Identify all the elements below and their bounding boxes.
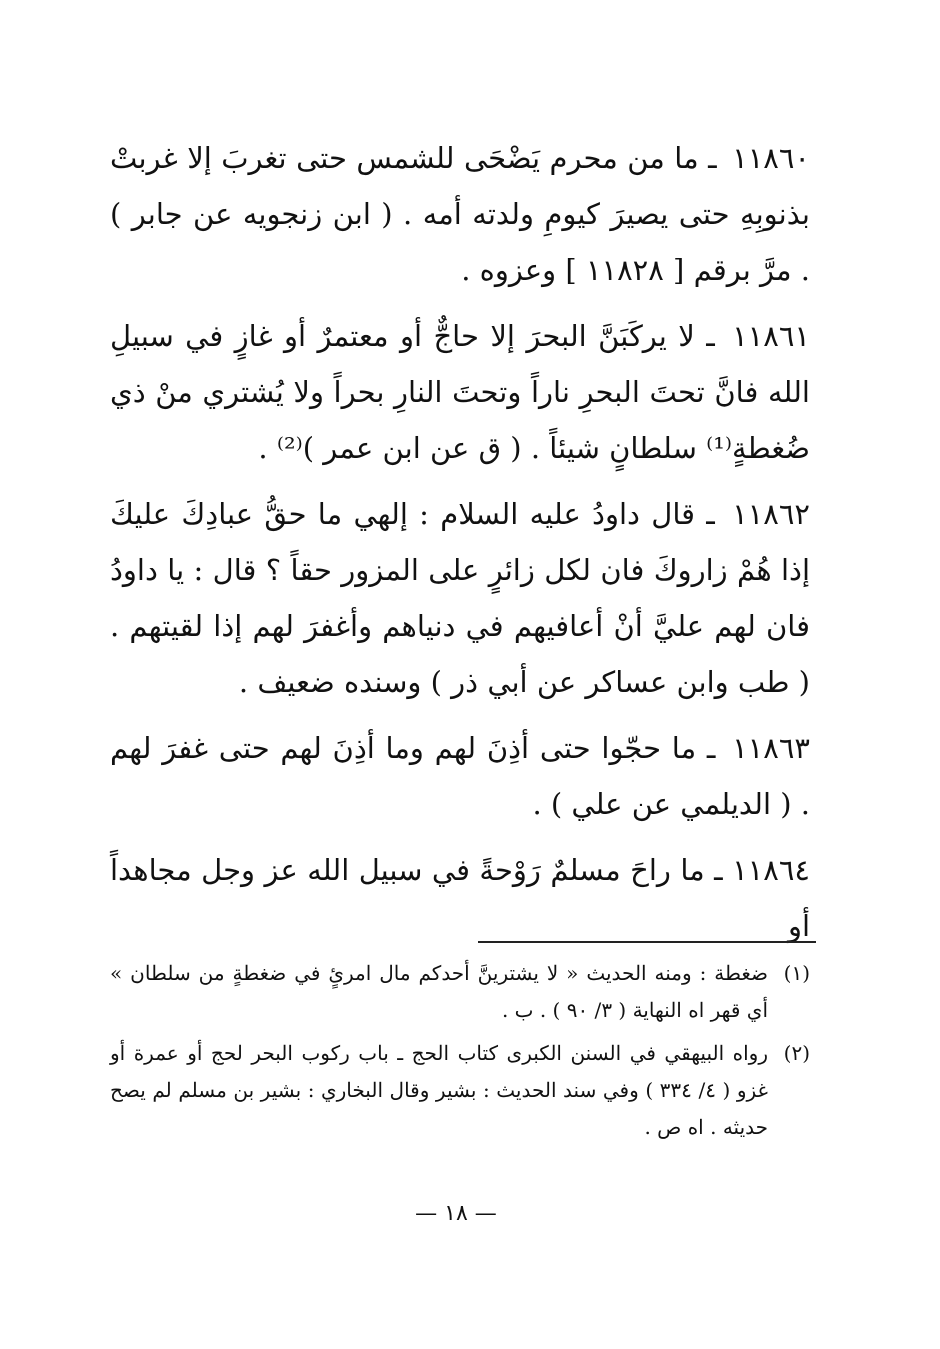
footnotes	[110, 955, 810, 1152]
hadith-text: ـ قال داودُ عليه السلام : إلهي ما حقُّ عبادِكَ عليكَ إذا هُمْ زاروكَ فان لكل زائرٍ على المزور حقاً ؟ قال : يا داودُ فان لهم عليَّ أنْ أعافيهم في دنياهم وأغفرَ لهم إذا لقيتهم . ( طب وابن عساكر عن أبي ذر ) وسنده ضعيف .	[110, 497, 810, 699]
hadith-entry-11861	[110, 308, 810, 476]
main-text-body	[110, 130, 810, 954]
footnote-marker: (٢)	[783, 1041, 810, 1065]
footnote-text: ضغطة : ومنه الحديث « لا يشترينَّ أحدكم مال امرئٍ في ضغطةٍ من سلطان » أي قهر اه النهاية ( ٣/ ٩٠ ) . ب .	[110, 961, 768, 1022]
footnote-1	[110, 955, 810, 1029]
hadith-number: ١١٨٦٢	[732, 497, 810, 531]
hadith-entry-11863	[110, 720, 810, 832]
hadith-number: ١١٨٦١	[732, 319, 810, 353]
hadith-text: ـ ما من محرم يَضْحَى للشمس حتى تغربَ إلا غربتْ بذنوبِهِ حتى يصيرَ كيومِ ولدته أمه . ( ابن زنجويه عن جابر ) . مرَّ برقم [ ١١٨٢٨ ] وعزوه .	[110, 141, 810, 287]
footnote-text: رواه البيهقي في السنن الكبرى كتاب الحج ـ باب ركوب البحر لحج أو عمرة أو غزو ( ٤/ ٣٣٤ ) وفي سند الحديث : بشير وقال البخاري : بشير بن مسلم لم يصح حديثه . اه ص .	[110, 1041, 768, 1139]
footnote-2	[110, 1035, 810, 1146]
hadith-entry-11862	[110, 486, 810, 710]
page-number: — ١٨ —	[415, 1201, 497, 1226]
hadith-text: ـ لا يركَبَنَّ البحرَ إلا حاجٌّ أو معتمرٌ أو غازٍ في سبيلِ الله فانَّ تحتَ البحرِ ناراً وتحتَ النارِ بحراً ولا يُشتري منْ ذي ضُغطةٍ⁽¹⁾ سلطانٍ شيئاً . ( ق عن ابن عمر )⁽²⁾ .	[110, 319, 810, 465]
hadith-number: ١١٨٦٠	[732, 141, 811, 175]
footnote-separator	[478, 941, 816, 943]
hadith-number: ١١٨٦٣	[732, 731, 810, 765]
hadith-entry-11860	[110, 130, 810, 298]
hadith-text: ـ ما راحَ مسلمٌ رَوْحةً في سبيل الله عز وجل مجاهداً أو	[110, 853, 810, 943]
footnote-marker: (١)	[783, 961, 810, 985]
hadith-text: ـ ما حجّوا حتى أذِنَ لهم وما أذِنَ لهم حتى غفرَ لهم . ( الديلمي عن علي ) .	[110, 731, 810, 821]
hadith-entry-11864	[110, 842, 810, 954]
hadith-number: ١١٨٦٤	[732, 853, 810, 887]
